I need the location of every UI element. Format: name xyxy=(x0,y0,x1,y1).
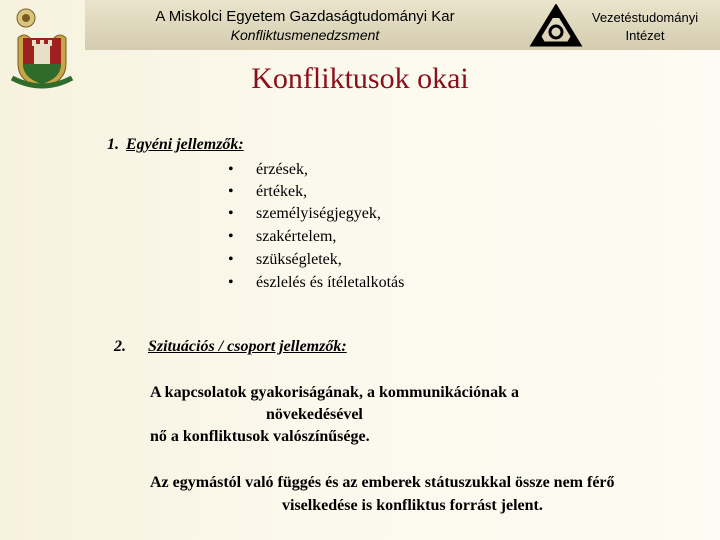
list-item: értékek, xyxy=(256,183,308,200)
institute-line-1: Vezetéstudományi xyxy=(591,10,699,25)
list-item: észlelés és ítéletalkotás xyxy=(256,274,405,291)
bullet-icon: • xyxy=(228,251,234,268)
section1-number: 1. xyxy=(107,136,119,153)
bullet-icon: • xyxy=(228,183,234,200)
institute-label xyxy=(575,9,715,45)
section2-heading: Szituációs / csoport jellemzők: xyxy=(148,338,347,355)
institute-line-2: Intézet xyxy=(625,28,665,43)
bullet-icon: • xyxy=(228,161,234,178)
list-item: szükségletek, xyxy=(256,251,342,268)
paragraph-line: nő a konfliktusok valószínűsége. xyxy=(150,428,370,445)
paragraph-line: A kapcsolatok gyakoriságának, a kommunikációnak a xyxy=(150,384,519,401)
header-text xyxy=(85,0,525,50)
slide-title: Konfliktusok okai xyxy=(251,62,469,95)
paragraph-line: Az egymástól való függés és az emberek státuszukkal össze nem férő xyxy=(150,474,615,491)
bullet-icon: • xyxy=(228,205,234,222)
section1-heading: Egyéni jellemzők: xyxy=(126,136,244,153)
list-item: érzések, xyxy=(256,161,308,178)
university-name: A Miskolci Egyetem Gazdaságtudományi Kar xyxy=(155,8,455,25)
paragraph-line: növekedésével xyxy=(266,406,363,423)
list-item: szakértelem, xyxy=(256,228,337,245)
bullet-icon: • xyxy=(228,228,234,245)
section2-number: 2. xyxy=(114,338,126,355)
list-item: személyiségjegyek, xyxy=(256,205,381,222)
bullet-icon: • xyxy=(228,274,234,291)
paragraph-line: viselkedése is konfliktus forrást jelent. xyxy=(282,497,543,514)
department-name: Konfliktusmenedzsment xyxy=(230,27,380,43)
